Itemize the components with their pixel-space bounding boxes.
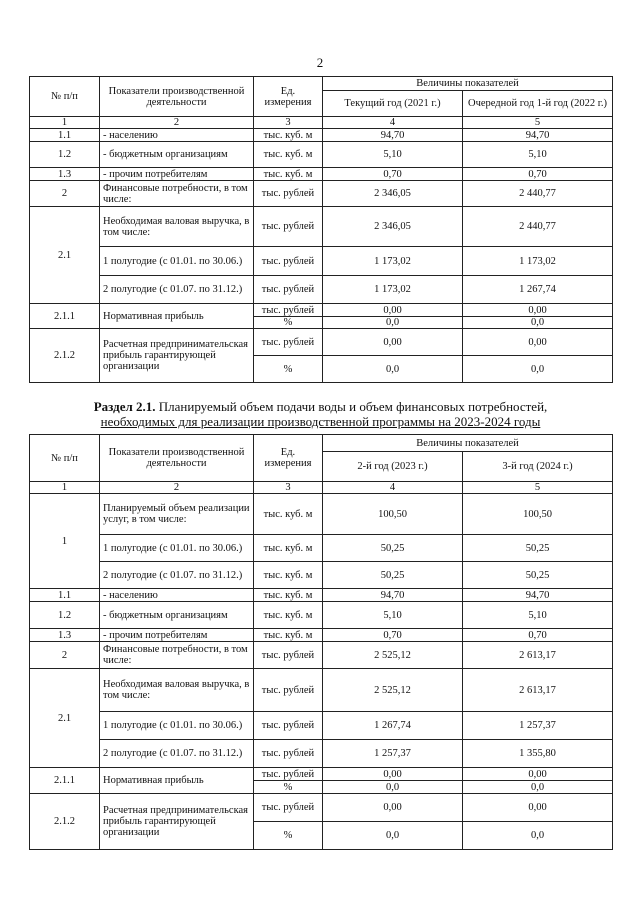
table-row: 1 полугодие (с 01.01. по 30.06.) тыс. рублей 1 267,74 1 257,37 (30, 712, 613, 740)
header-indicator: Показатели производственной деятельности (100, 77, 254, 117)
header-year-3: 3-й год (2024 г.) (463, 452, 613, 482)
header-unit: Ед. измерения (254, 435, 323, 482)
table-row: 2 полугодие (с 01.07. по 31.12.) тыс. рублей 1 173,02 1 267,74 (30, 276, 613, 304)
table-row: % 0,0 0,0 (30, 317, 613, 329)
table-row: 1.3 - прочим потребителям тыс. куб. м 0,70 0,70 (30, 629, 613, 642)
header-current-year: Текущий год (2021 г.) (323, 91, 463, 117)
column-numbers-row: 1 2 3 4 5 (30, 117, 613, 129)
header-next-year: Очередной год 1-й год (2022 г.) (463, 91, 613, 117)
table-row: 2.1 Необходимая валовая выручка, в том числе: тыс. рублей 2 525,12 2 613,17 (30, 669, 613, 712)
table-row: 2.1.1 Нормативная прибыль тыс. рублей 0,00 0,00 (30, 304, 613, 317)
table-row: 1.2 - бюджетным организациям тыс. куб. м 5,10 5,10 (30, 142, 613, 168)
table-row: 2.1.2 Расчетная предпринимательская прибыль гарантирующей организации тыс. рублей 0,00 0,00 (30, 329, 613, 356)
table-row: 1.1 - населению тыс. куб. м 94,70 94,70 (30, 589, 613, 602)
table-row: 1 полугодие (с 01.01. по 30.06.) тыс. куб. м 50,25 50,25 (30, 535, 613, 562)
indicators-table-2023-2024 (29, 434, 613, 850)
table-row: 1 полугодие (с 01.01. по 30.06.) тыс. рублей 1 173,02 1 173,02 (30, 247, 613, 276)
table-row: 2 полугодие (с 01.07. по 31.12.) тыс. рублей 1 257,37 1 355,80 (30, 740, 613, 768)
header-num: № п/п (30, 435, 100, 482)
header-values: Величины показателей (323, 77, 613, 91)
header-indicator: Показатели производственной деятельности (100, 435, 254, 482)
table-row: 2.1.1 Нормативная прибыль тыс. рублей 0,00 0,00 (30, 768, 613, 781)
table-row: % 0,0 0,0 (30, 781, 613, 794)
indicators-table-2021-2022 (29, 76, 613, 383)
table-row: 2 полугодие (с 01.07. по 31.12.) тыс. куб. м 50,25 50,25 (30, 562, 613, 589)
column-numbers-row: 1 2 3 4 5 (30, 482, 613, 494)
table-row: 2 Финансовые потребности, в том числе: тыс. рублей 2 346,05 2 440,77 (30, 181, 613, 207)
header-num: № п/п (30, 77, 100, 117)
header-year-2: 2-й год (2023 г.) (323, 452, 463, 482)
table-row: 1.2 - бюджетным организациям тыс. куб. м 5,10 5,10 (30, 602, 613, 629)
header-unit: Ед. измерения (254, 77, 323, 117)
table-row: 2.1 Необходимая валовая выручка, в том числе: тыс. рублей 2 346,05 2 440,77 (30, 207, 613, 247)
table-row: % 0,0 0,0 (30, 356, 613, 383)
section-title (29, 399, 612, 429)
table-row: 1.3 - прочим потребителям тыс. куб. м 0,70 0,70 (30, 168, 613, 181)
table-row: 1.1 - населению тыс. куб. м 94,70 94,70 (30, 129, 613, 142)
page-number: 2 (316, 55, 324, 70)
header-values: Величины показателей (323, 435, 613, 452)
section-title-line1: Планируемый объем подачи воды и объем финансовых потребностей, (158, 399, 548, 414)
table-row: 2.1.2 Расчетная предпринимательская прибыль гарантирующей организации тыс. рублей 0,00 0,00 (30, 794, 613, 822)
table-row: 2 Финансовые потребности, в том числе: тыс. рублей 2 525,12 2 613,17 (30, 642, 613, 669)
table-row: % 0,0 0,0 (30, 822, 613, 850)
table-row: 1 Планируемый объем реализации услуг, в том числе: тыс. куб. м 100,50 100,50 (30, 494, 613, 535)
section-title-line2: необходимых для реализации производственной программы на 2023-2024 годы (100, 414, 541, 429)
section-label: Раздел 2.1. (93, 399, 156, 414)
